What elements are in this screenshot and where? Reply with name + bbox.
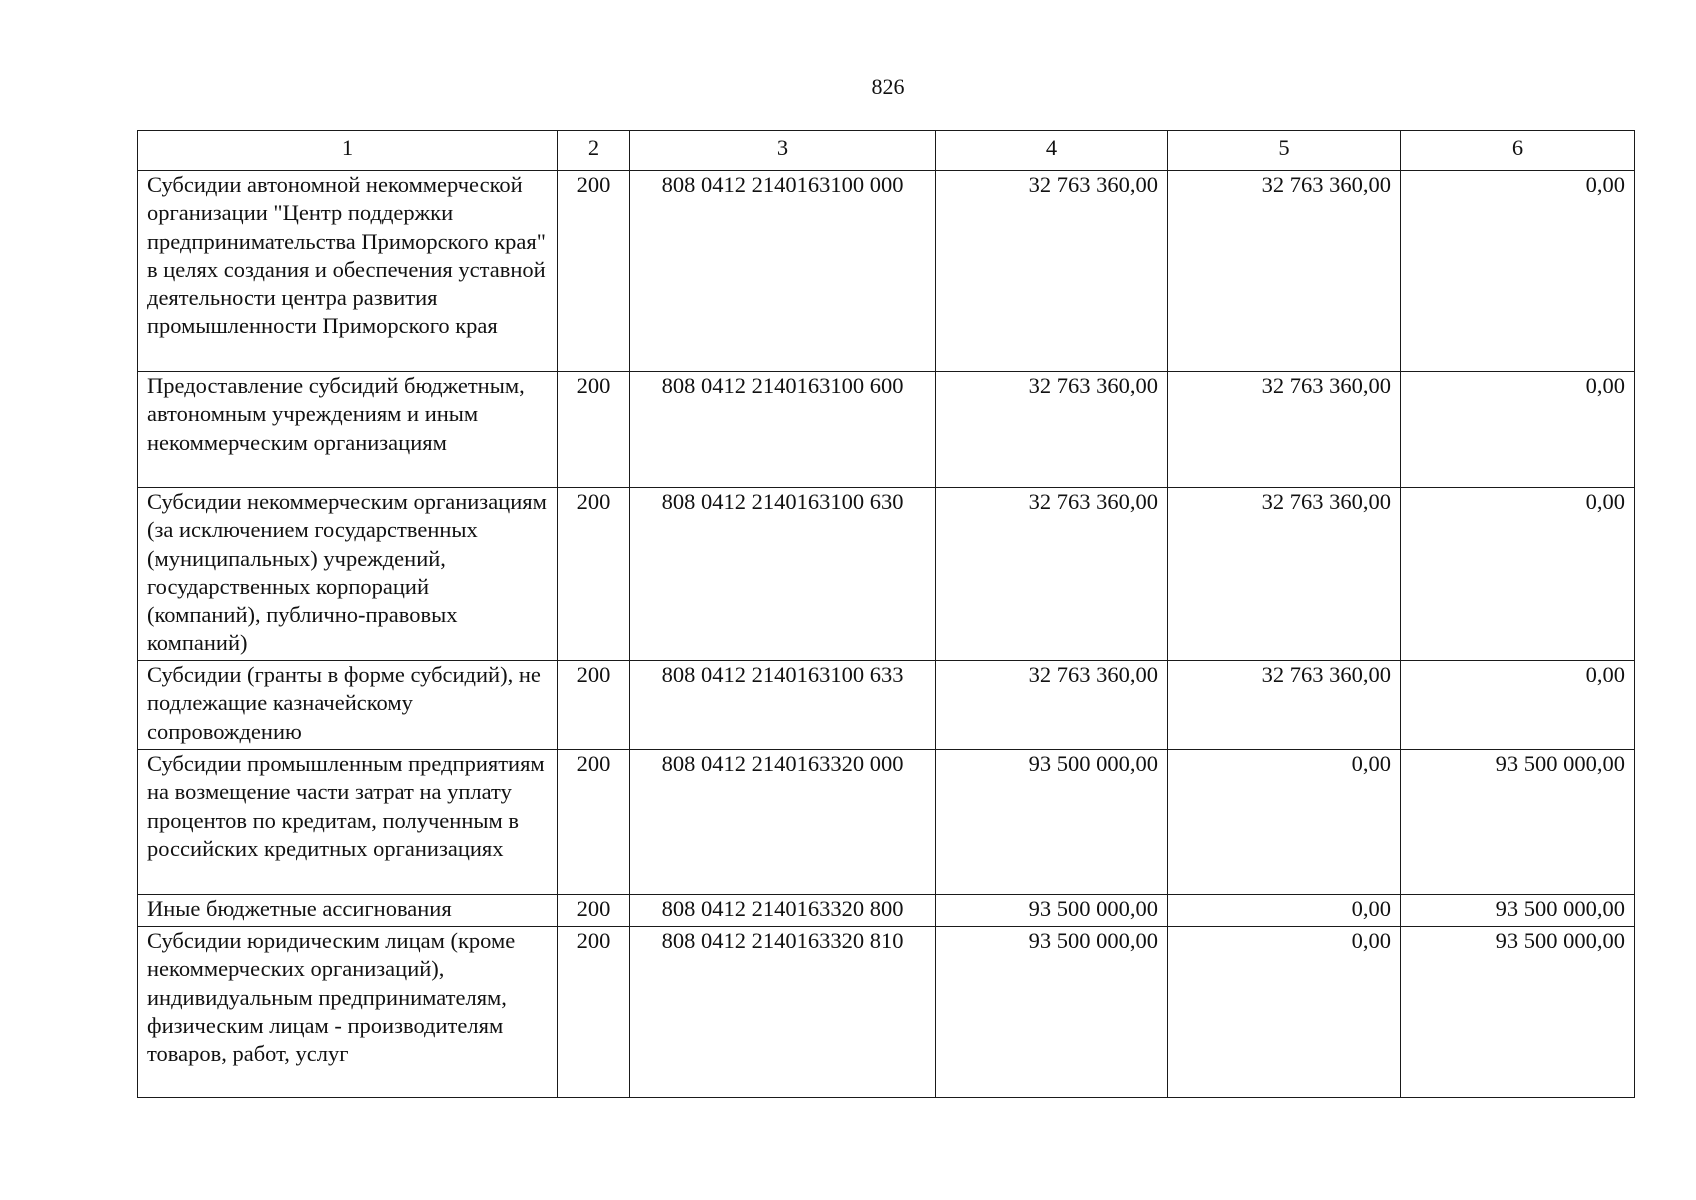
row-budget-code: 808 0412 2140163320 810	[630, 927, 936, 1098]
row-name: Субсидии юридическим лицам (кроме некоммерческих организаций), индивидуальным предпринимателям, физическим лицам - производителям товаров, работ, услуг	[138, 927, 558, 1098]
row-value-5: 32 763 360,00	[1168, 171, 1401, 372]
row-code: 200	[558, 927, 630, 1098]
row-value-6: 93 500 000,00	[1401, 750, 1635, 895]
row-value-4: 93 500 000,00	[936, 895, 1168, 927]
row-budget-code: 808 0412 2140163100 633	[630, 661, 936, 750]
row-value-6: 93 500 000,00	[1401, 927, 1635, 1098]
row-value-4: 93 500 000,00	[936, 750, 1168, 895]
table-row	[138, 488, 1635, 661]
row-value-6: 0,00	[1401, 372, 1635, 488]
row-value-6: 0,00	[1401, 661, 1635, 750]
budget-table	[137, 130, 1635, 1098]
row-name: Предоставление субсидий бюджетным, автономным учреждениям и иным некоммерческим организациям	[138, 372, 558, 488]
row-code: 200	[558, 488, 630, 661]
row-budget-code: 808 0412 2140163100 600	[630, 372, 936, 488]
column-header-1: 1	[138, 131, 558, 171]
row-code: 200	[558, 171, 630, 372]
row-value-5: 32 763 360,00	[1168, 372, 1401, 488]
table-row	[138, 372, 1635, 488]
row-budget-code: 808 0412 2140163320 800	[630, 895, 936, 927]
table-row	[138, 927, 1635, 1098]
row-name: Иные бюджетные ассигнования	[138, 895, 558, 927]
table-row	[138, 661, 1635, 750]
row-code: 200	[558, 895, 630, 927]
table-header-row	[138, 131, 1635, 171]
row-value-4: 32 763 360,00	[936, 488, 1168, 661]
row-budget-code: 808 0412 2140163100 000	[630, 171, 936, 372]
row-value-4: 93 500 000,00	[936, 927, 1168, 1098]
column-header-3: 3	[630, 131, 936, 171]
row-budget-code: 808 0412 2140163100 630	[630, 488, 936, 661]
row-value-4: 32 763 360,00	[936, 661, 1168, 750]
row-value-4: 32 763 360,00	[936, 171, 1168, 372]
row-name: Субсидии некоммерческим организациям (за исключением государственных (муниципальных) учреждений, государственных корпораций (компаний), публично-правовых компаний)	[138, 488, 558, 661]
row-name: Субсидии промышленным предприятиям на возмещение части затрат на уплату процентов по кредитам, полученным в российских кредитных организациях	[138, 750, 558, 895]
row-value-6: 93 500 000,00	[1401, 895, 1635, 927]
column-header-4: 4	[936, 131, 1168, 171]
row-budget-code: 808 0412 2140163320 000	[630, 750, 936, 895]
row-code: 200	[558, 661, 630, 750]
row-code: 200	[558, 372, 630, 488]
table-row	[138, 750, 1635, 895]
row-value-6: 0,00	[1401, 171, 1635, 372]
table-row	[138, 171, 1635, 372]
column-header-6: 6	[1401, 131, 1635, 171]
row-name: Субсидии автономной некоммерческой организации "Центр поддержки предпринимательства Приморского края" в целях создания и обеспечения уставной деятельности центра развития промышленности Приморского края	[138, 171, 558, 372]
row-value-5: 0,00	[1168, 750, 1401, 895]
column-header-2: 2	[558, 131, 630, 171]
row-value-5: 0,00	[1168, 927, 1401, 1098]
column-header-5: 5	[1168, 131, 1401, 171]
table-row	[138, 895, 1635, 927]
row-value-4: 32 763 360,00	[936, 372, 1168, 488]
page-number: 826	[871, 74, 905, 99]
row-value-5: 0,00	[1168, 895, 1401, 927]
row-name: Субсидии (гранты в форме субсидий), не подлежащие казначейскому сопровождению	[138, 661, 558, 750]
row-code: 200	[558, 750, 630, 895]
row-value-5: 32 763 360,00	[1168, 661, 1401, 750]
row-value-5: 32 763 360,00	[1168, 488, 1401, 661]
row-value-6: 0,00	[1401, 488, 1635, 661]
